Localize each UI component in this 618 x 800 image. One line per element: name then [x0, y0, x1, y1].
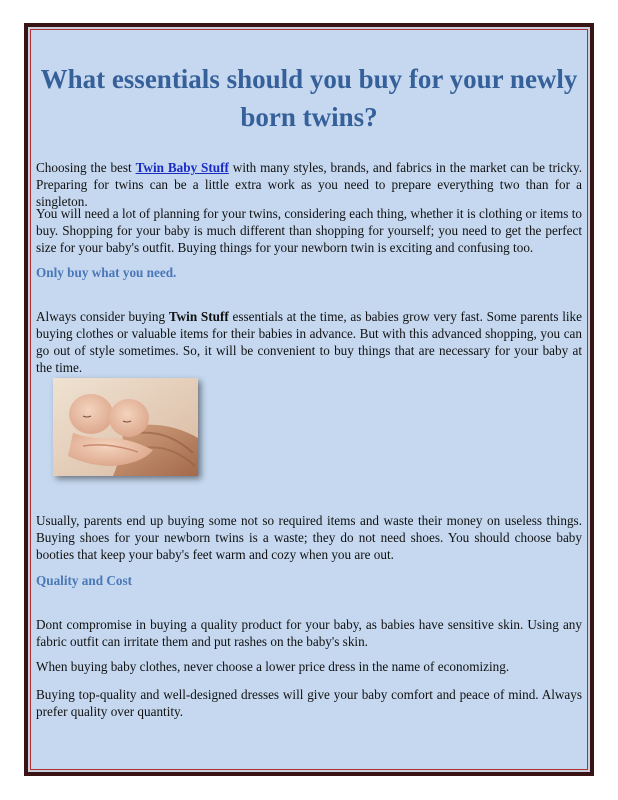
intro-text-after: with many styles, brands, and fabrics in the market can be tricky. Preparing for twins can be a little extra work as you need to prepare everything two than for a singleton. — [36, 160, 583, 209]
paragraph-waste: Usually, parents end up buying some not so required items and waste their money on useless things. Buying shoes for your newborn twins is a waste; they do not need shoes. You should choose baby booties that keep your baby's feet warm and cozy when you are out. — [36, 513, 582, 562]
paragraph-intro — [36, 159, 582, 210]
twin-babies-image — [53, 378, 198, 476]
twin-baby-stuff-link[interactable]: Twin Baby Stuff — [135, 160, 229, 175]
consider-text-after: essentials at the time, as babies grow very fast. Some parents like buying clothes or valuable items for their babies in advance. But with this advanced shopping, you can go out of style sometimes. So, it will be convenient to buy things that are necessary for your baby at the time. — [36, 309, 582, 375]
twin-babies-photo — [53, 378, 198, 476]
paragraph-consider — [36, 308, 582, 376]
consider-text-before: Always consider buying — [36, 309, 169, 324]
subheading-only-buy: Only buy what you need. — [36, 265, 177, 280]
twin-stuff-bold: Twin Stuff — [168, 309, 229, 324]
paragraph-top-quality: Buying top-quality and well-designed dresses will give your baby comfort and peace of mind. Always prefer quality over quantity. — [36, 687, 582, 719]
intro-text-before: Choosing the best — [36, 160, 136, 175]
subheading-quality-cost: Quality and Cost — [36, 573, 132, 588]
page-title: What essentials should you buy for your newly born twins? — [40, 64, 578, 132]
paragraph-economizing: When buying baby clothes, never choose a lower price dress in the name of economizing. — [36, 659, 510, 674]
paragraph-planning: You will need a lot of planning for your twins, considering each thing, whether it is clothing or items to buy. Shopping for your baby is much different than shopping for yourself; you need to get the perfect size for your baby's outfit. Buying things for your newborn twin is exciting and confusing too. — [36, 206, 582, 255]
paragraph-quality: Dont compromise in buying a quality product for your baby, as babies have sensitive skin. Using any fabric outfit can irritate them and put rashes on the baby's skin. — [36, 617, 582, 649]
